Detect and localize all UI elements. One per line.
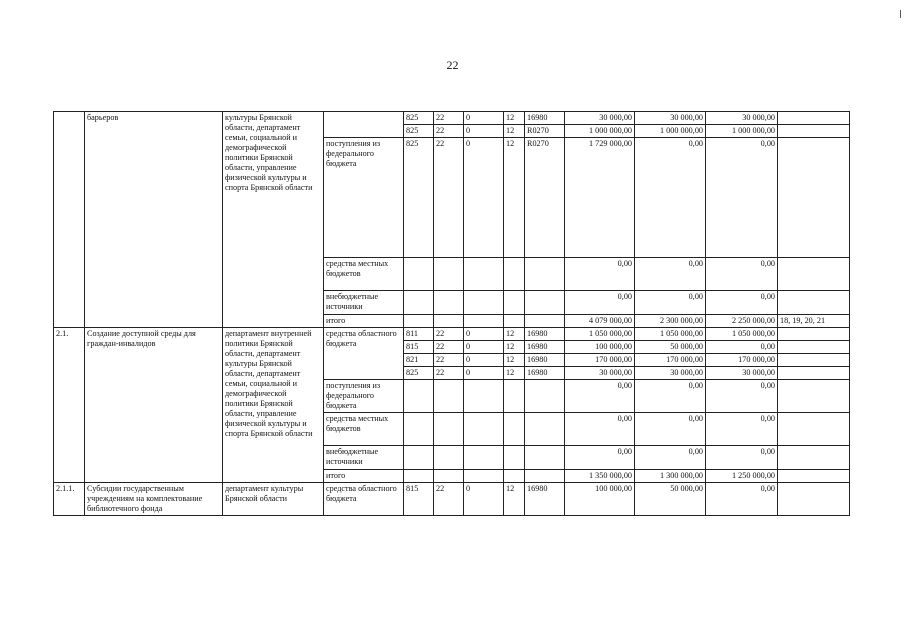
expense-code: R0270	[525, 138, 565, 258]
amount-year-1: 30 000,00	[565, 112, 635, 125]
target-code	[504, 413, 525, 446]
section-code	[434, 291, 464, 315]
target-code	[504, 315, 525, 328]
grbs-code: 825	[404, 138, 434, 258]
item-executor: департамент культуры Брянской области	[223, 483, 324, 516]
subsection-code: 0	[464, 483, 504, 516]
amount-year-3: 30 000,00	[706, 367, 778, 380]
amount-year-2: 30 000,00	[635, 367, 706, 380]
results-link	[778, 354, 850, 367]
amount-year-3: 0,00	[706, 258, 778, 291]
funding-source: внебюджетные источники	[324, 446, 404, 470]
grbs-code	[404, 291, 434, 315]
item-number	[54, 112, 85, 328]
amount-year-1: 0,00	[565, 258, 635, 291]
grbs-code: 825	[404, 367, 434, 380]
grbs-code: 821	[404, 354, 434, 367]
section-code: 22	[434, 112, 464, 125]
target-code	[504, 470, 525, 483]
target-code: 12	[504, 328, 525, 341]
funding-source: поступления из федерального бюджета	[324, 380, 404, 413]
table-row	[54, 112, 850, 125]
target-code: 12	[504, 112, 525, 125]
amount-year-3: 1 050 000,00	[706, 328, 778, 341]
amount-year-1: 1 000 000,00	[565, 125, 635, 138]
table-row	[54, 328, 850, 341]
funding-source: средства местных бюджетов	[324, 258, 404, 291]
expense-code	[525, 413, 565, 446]
item-name: барьеров	[85, 112, 223, 328]
table-row	[54, 483, 850, 516]
subsection-code	[464, 380, 504, 413]
subsection-code	[464, 446, 504, 470]
funding-source: поступления из федерального бюджета	[324, 138, 404, 258]
section-code	[434, 380, 464, 413]
expense-code: 16980	[525, 354, 565, 367]
amount-year-2: 1 050 000,00	[635, 328, 706, 341]
subsection-code: 0	[464, 341, 504, 354]
subsection-code: 0	[464, 354, 504, 367]
amount-year-2: 0,00	[635, 291, 706, 315]
grbs-code	[404, 315, 434, 328]
expense-code: R0270	[525, 125, 565, 138]
subsection-code	[464, 413, 504, 446]
results-link	[778, 112, 850, 125]
item-executor: департамент внутренней политики Брянской области, департамент культуры Брянской области, департамент семьи, социальной и демографической политики Брянской области, управление физической культуры и спорта Брянской области	[223, 328, 324, 483]
amount-year-3: 30 000,00	[706, 112, 778, 125]
funding-source: итого	[324, 470, 404, 483]
results-link	[778, 413, 850, 446]
grbs-code: 815	[404, 341, 434, 354]
results-link	[778, 258, 850, 291]
section-code: 22	[434, 341, 464, 354]
amount-year-1: 100 000,00	[565, 483, 635, 516]
amount-year-1: 100 000,00	[565, 341, 635, 354]
amount-year-1: 1 050 000,00	[565, 328, 635, 341]
amount-year-2: 0,00	[635, 413, 706, 446]
expense-code: 16980	[525, 367, 565, 380]
amount-year-2: 170 000,00	[635, 354, 706, 367]
amount-year-3: 2 250 000,00	[706, 315, 778, 328]
grbs-code: 811	[404, 328, 434, 341]
funding-source: внебюджетные источники	[324, 291, 404, 315]
amount-year-1: 1 729 000,00	[565, 138, 635, 258]
grbs-code	[404, 446, 434, 470]
subsection-code: 0	[464, 112, 504, 125]
section-code	[434, 413, 464, 446]
amount-year-3: 0,00	[706, 291, 778, 315]
target-code	[504, 291, 525, 315]
subsection-code: 0	[464, 328, 504, 341]
funding-source: итого	[324, 315, 404, 328]
amount-year-2: 0,00	[635, 138, 706, 258]
results-link	[778, 380, 850, 413]
results-link	[778, 291, 850, 315]
amount-year-2: 50 000,00	[635, 483, 706, 516]
amount-year-2: 0,00	[635, 446, 706, 470]
section-code: 22	[434, 483, 464, 516]
section-code: 22	[434, 367, 464, 380]
results-link: 18, 19, 20, 21	[778, 315, 850, 328]
results-link	[778, 446, 850, 470]
grbs-code	[404, 413, 434, 446]
expense-code: 16980	[525, 112, 565, 125]
target-code	[504, 258, 525, 291]
section-code: 22	[434, 354, 464, 367]
results-link	[778, 328, 850, 341]
amount-year-3: 1 000 000,00	[706, 125, 778, 138]
expense-code: 16980	[525, 483, 565, 516]
target-code: 12	[504, 125, 525, 138]
subsection-code	[464, 258, 504, 291]
grbs-code: 815	[404, 483, 434, 516]
amount-year-2: 2 300 000,00	[635, 315, 706, 328]
section-code: 22	[434, 125, 464, 138]
amount-year-3: 0,00	[706, 138, 778, 258]
amount-year-1: 170 000,00	[565, 354, 635, 367]
target-code	[504, 380, 525, 413]
amount-year-1: 4 079 000,00	[565, 315, 635, 328]
results-link	[778, 483, 850, 516]
amount-year-1: 0,00	[565, 291, 635, 315]
results-link	[778, 367, 850, 380]
section-code	[434, 470, 464, 483]
amount-year-2: 1 000 000,00	[635, 125, 706, 138]
target-code	[504, 446, 525, 470]
amount-year-2: 30 000,00	[635, 112, 706, 125]
target-code: 12	[504, 367, 525, 380]
expense-code	[525, 446, 565, 470]
grbs-code: 825	[404, 112, 434, 125]
expense-code: 16980	[525, 328, 565, 341]
section-code	[434, 315, 464, 328]
amount-year-3: 0,00	[706, 413, 778, 446]
results-link	[778, 341, 850, 354]
section-code: 22	[434, 328, 464, 341]
expense-code	[525, 470, 565, 483]
amount-year-1: 0,00	[565, 446, 635, 470]
item-executor: культуры Брянской области, департамент семьи, социальной и демографической политики Брянской области, управление физической культуры и спорта Брянской области	[223, 112, 324, 328]
funding-source: средства местных бюджетов	[324, 413, 404, 446]
target-code: 12	[504, 138, 525, 258]
amount-year-3: 170 000,00	[706, 354, 778, 367]
amount-year-1: 0,00	[565, 380, 635, 413]
amount-year-2: 0,00	[635, 380, 706, 413]
expense-code: 16980	[525, 341, 565, 354]
expense-code	[525, 315, 565, 328]
section-code	[434, 446, 464, 470]
funding-source: средства областного бюджета	[324, 328, 404, 380]
subsection-code	[464, 315, 504, 328]
grbs-code	[404, 470, 434, 483]
grbs-code	[404, 258, 434, 291]
page-number: 22	[446, 58, 459, 72]
target-code: 12	[504, 483, 525, 516]
results-link	[778, 470, 850, 483]
amount-year-3: 1 250 000,00	[706, 470, 778, 483]
results-link	[778, 138, 850, 258]
target-code: 12	[504, 341, 525, 354]
amount-year-2: 1 300 000,00	[635, 470, 706, 483]
amount-year-3: 0,00	[706, 341, 778, 354]
subsection-code: 0	[464, 367, 504, 380]
subsection-code: 0	[464, 125, 504, 138]
amount-year-1: 0,00	[565, 413, 635, 446]
item-name: Субсидии государственным учреждениям на комплектование библиотечного фонда	[85, 483, 223, 516]
grbs-code: 825	[404, 125, 434, 138]
section-code: 22	[434, 138, 464, 258]
amount-year-3: 0,00	[706, 380, 778, 413]
section-code	[434, 258, 464, 291]
budget-table	[53, 111, 850, 516]
item-number: 2.1.1.	[54, 483, 85, 516]
subsection-code	[464, 470, 504, 483]
grbs-code	[404, 380, 434, 413]
subsection-code	[464, 291, 504, 315]
amount-year-2: 50 000,00	[635, 341, 706, 354]
item-name: Создание доступной среды для граждан-инвалидов	[85, 328, 223, 483]
funding-source	[324, 112, 404, 138]
subsection-code: 0	[464, 138, 504, 258]
amount-year-3: 0,00	[706, 446, 778, 470]
expense-code	[525, 258, 565, 291]
item-number: 2.1.	[54, 328, 85, 483]
expense-code	[525, 380, 565, 413]
amount-year-3: 0,00	[706, 483, 778, 516]
amount-year-2: 0,00	[635, 258, 706, 291]
results-link	[778, 125, 850, 138]
amount-year-1: 1 350 000,00	[565, 470, 635, 483]
funding-source: средства областного бюджета	[324, 483, 404, 516]
amount-year-1: 30 000,00	[565, 367, 635, 380]
target-code: 12	[504, 354, 525, 367]
expense-code	[525, 291, 565, 315]
